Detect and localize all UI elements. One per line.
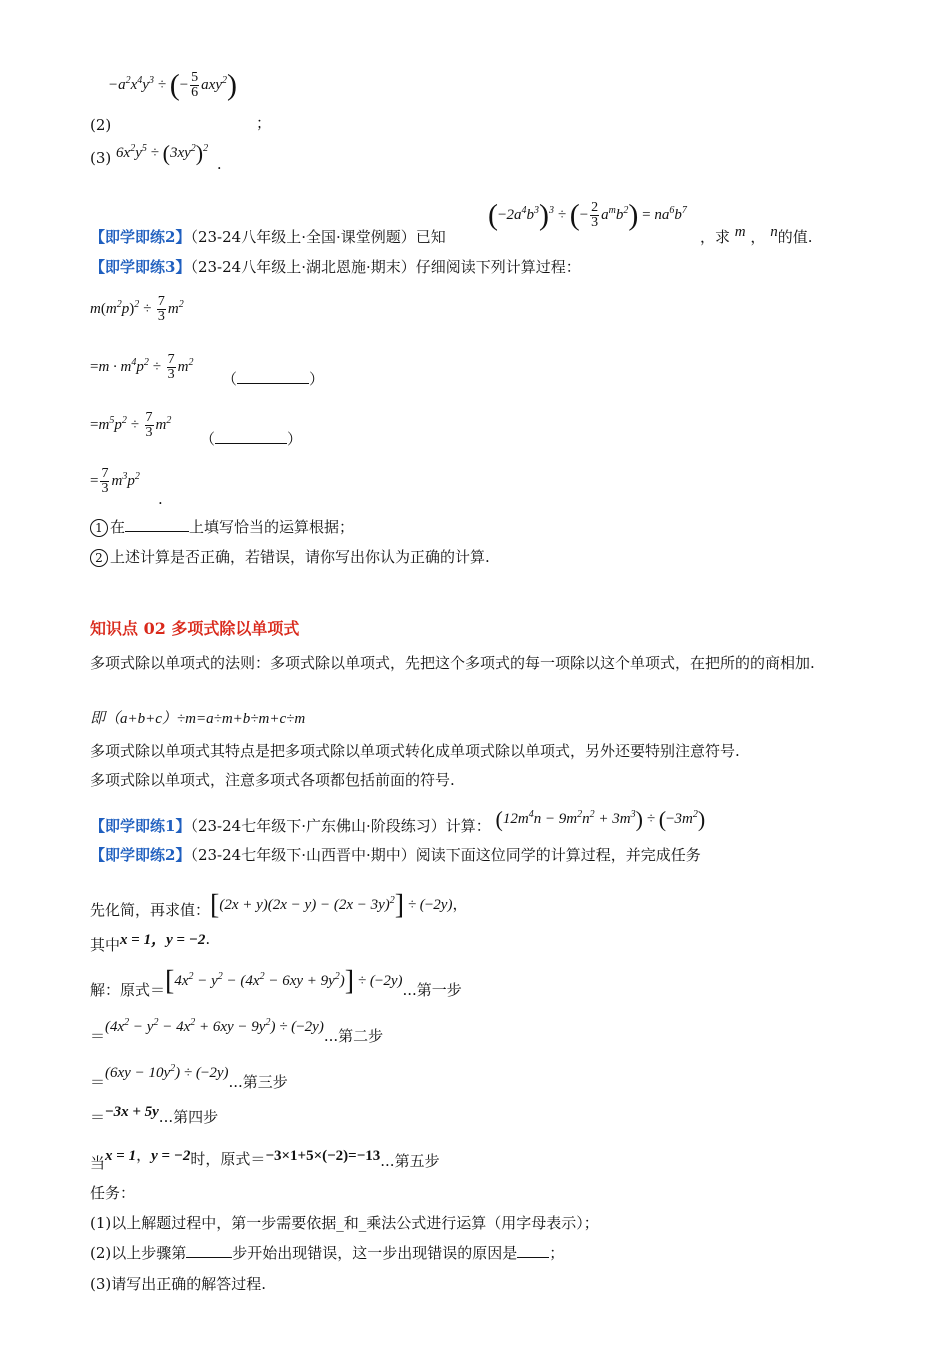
- problem-2: [90, 68, 237, 112]
- exercise-b2-source: （23-24七年级下·山西晋中·期中）阅读下面这位同学的计算过程，并完成任务: [190, 846, 701, 864]
- exercise-2-tail: ，求 m ， n的值.: [700, 224, 813, 246]
- exercise-3-source: （23-24八年级上·湖北恩施·期末）仔细阅读下列计算过程：: [190, 258, 581, 276]
- task-2-blank-step[interactable]: [186, 1243, 232, 1258]
- solution-step-3: $=(6xy - 10y^2) \div (-2y)$...第三步: [90, 1063, 288, 1091]
- where-line: 其中x = 1，y = −2.: [90, 930, 211, 954]
- exercise-b1-source: （23-24七年级下·广东佛山·阶段练习）计算：: [190, 817, 491, 835]
- section-title: 知识点 02 多项式除以单项式: [90, 619, 300, 638]
- exercise-2-source: （23-24八年级上·全国·课堂例题）已知: [190, 228, 446, 246]
- problem-3-label: (3): [90, 149, 112, 167]
- task-title: 任务：: [90, 1184, 136, 1202]
- problem-3-expression: $6x^2y^5 \div (3xy^2)^2$: [116, 140, 209, 166]
- solution-step-1: 解：原式$=[4x^2 - y^2 - (4x^2 - 6xy + 9y^2)] \div (-2y)$...第一步: [90, 965, 462, 999]
- exercise-3: [90, 256, 581, 278]
- calc-blank-1[interactable]: （ ）: [222, 370, 325, 388]
- exercise-3-question-1: 1 在 上填写恰当的运算根据；: [90, 516, 354, 538]
- circled-2-icon: 2: [90, 549, 108, 567]
- problem-2-label: (2): [90, 116, 112, 134]
- section-formula: 即（a+b+c）÷m=a÷m+b÷m+c÷m: [90, 711, 306, 727]
- circled-1-icon: 1: [90, 519, 108, 537]
- simplify-expression: $[(2x + y)(2x - y) - (2x - 3y)^2] \div (-2y)$: [210, 889, 453, 921]
- problem-2-expression: $-a^2x^4y^3$ ÷ (− $\frac{5}{6}$ axy$^2$): [108, 68, 237, 102]
- problem-3-end: .: [216, 155, 222, 173]
- section-note-2: 多项式除以单项式，注意多项式各项都包括前面的符号.: [90, 771, 455, 789]
- simplify-line: 先化简，再求值：$[(2x + y)(2x - y) - (2x - 3y)^2] \div (-2y)$，: [90, 889, 468, 921]
- section-rule: 多项式除以单项式的法则：多项式除以单项式，先把这个多项式的每一项除以这个单项式，在把所的的商相加.: [90, 654, 815, 672]
- task-2-blank-reason[interactable]: [517, 1243, 549, 1258]
- exercise-3-question-2: 2 上述计算是否正确，若错误，请你写出你认为正确的计算.: [90, 546, 490, 568]
- problem-2-end: ；: [256, 114, 272, 132]
- calc-line-3: $=m^5p^2$ ÷ $\frac{7}{3}$ $m^2$: [90, 410, 172, 441]
- answer-blank[interactable]: [125, 517, 189, 532]
- calc-line-1: $m(m^2p)^2$ ÷ $\frac{7}{3}$ $m^2$: [90, 294, 184, 325]
- exercise-b2-tag: 【即学即练2】: [90, 846, 191, 864]
- exercise-2-equation: $(-2a^4b^3)^3$ ÷ (− $\frac{2}{3}$ $a^mb^2) = na^6b^7$: [488, 198, 687, 232]
- calc-blank-2[interactable]: （ ）: [200, 430, 303, 448]
- exercise-b1-tag: 【即学即练1】: [90, 817, 191, 835]
- task-2: (2)以上步骤第 步开始出现错误，这一步出现错误的原因是 ；: [90, 1244, 565, 1262]
- problem-3: [90, 140, 222, 176]
- calc-line-4: = $\frac{7}{3}$ $m^3p^2$: [90, 466, 140, 497]
- exercise-2: [90, 226, 446, 248]
- exercise-2-tag: 【即学即练2】: [90, 228, 191, 246]
- solution-step-5: 当x = 1，y = −2时，原式＝−3×1+5×(−2)=−13...第五步: [90, 1146, 440, 1172]
- solution-step-4: ＝−3x + 5y...第四步: [90, 1104, 219, 1126]
- exercise-b1-expression: $(12m^4n - 9m^2n^2 + 3m^3) \div (-3m^2)$: [495, 806, 706, 832]
- calc-line-2: $=m \cdot m^4p^2$ ÷ $\frac{7}{3}$ $m^2$: [90, 352, 194, 383]
- task-1: (1)以上解题过程中，第一步需要依据_和_乘法公式进行运算（用字母表示）；: [90, 1214, 599, 1232]
- solution-step-2: $=(4x^2 - y^2 - 4x^2 + 6xy - 9y^2) \div (-2y)$...第二步: [90, 1017, 384, 1045]
- exercise-b1: [90, 806, 706, 838]
- exercise-3-tag: 【即学即练3】: [90, 258, 191, 276]
- exercise-b2: [90, 844, 701, 866]
- section-note-1: 多项式除以单项式其特点是把多项式除以单项式转化成单项式除以单项式，另外还要特别注意符号.: [90, 742, 740, 760]
- task-3: (3)请写出正确的解答过程.: [90, 1275, 267, 1293]
- calc-line-4-end: .: [158, 490, 163, 508]
